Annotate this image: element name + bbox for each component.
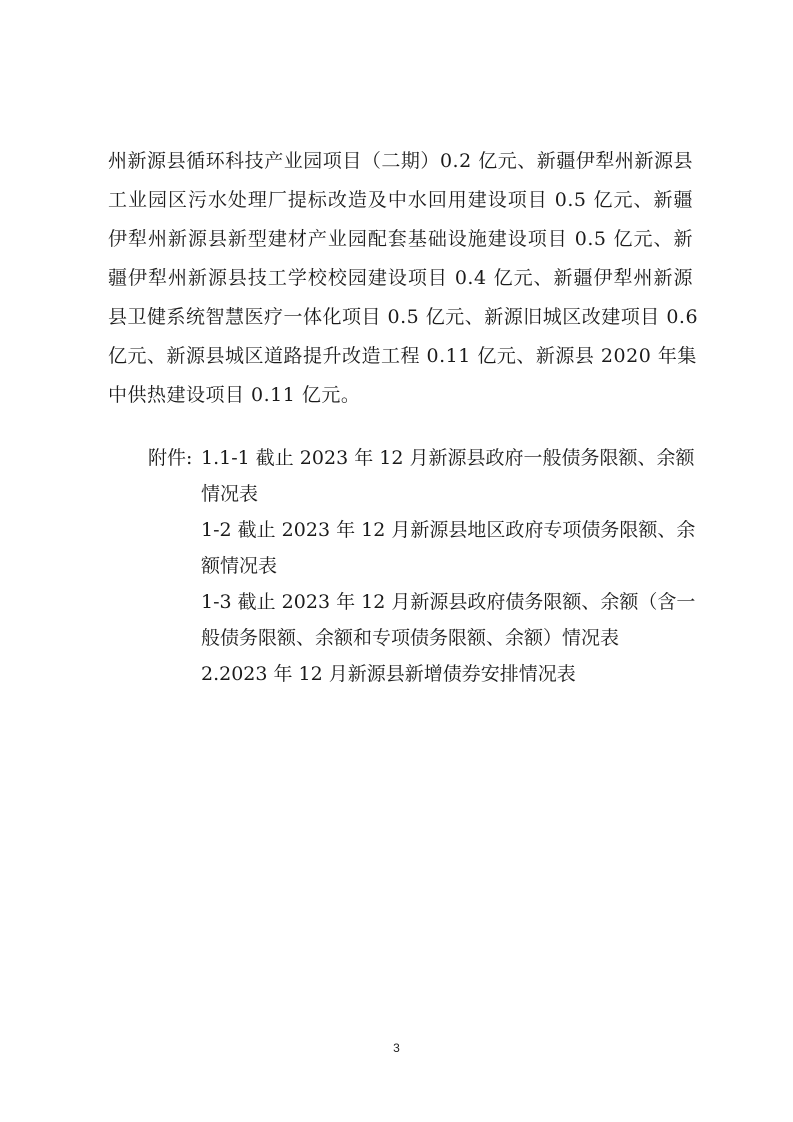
body-line: 工业园区污水处理厂提标改造及中水回用建设项目 0.5 亿元、新疆 bbox=[108, 189, 693, 211]
body-line: 县卫健系统智慧医疗一体化项目 0.5 亿元、新源旧城区改建项目 0.6 bbox=[108, 306, 699, 328]
page-number: 3 bbox=[393, 1041, 400, 1055]
attachment-item-line: 额情况表 bbox=[201, 555, 278, 577]
attachments-block bbox=[148, 440, 698, 692]
attachment-item-line: 1-3 截止 2023 年 12 月新源县政府债务限额、余额（含一 bbox=[201, 591, 696, 613]
body-line: 伊犁州新源县新型建材产业园配套基础设施建设项目 0.5 亿元、新 bbox=[108, 228, 693, 250]
attachment-item-line: 1.1-1 截止 2023 年 12 月新源县政府一般债务限额、余额 bbox=[201, 447, 695, 469]
body-line: 州新源县循环科技产业园项目（二期）0.2 亿元、新疆伊犁州新源县 bbox=[108, 150, 693, 172]
attachments-label: 附件: bbox=[148, 447, 193, 469]
body-paragraph bbox=[108, 142, 699, 415]
body-line: 亿元、新源县城区道路提升改造工程 0.11 亿元、新源县 2020 年集 bbox=[108, 345, 697, 367]
attachments-list bbox=[148, 440, 698, 692]
attachment-item-line: 1-2 截止 2023 年 12 月新源县地区政府专项债务限额、余 bbox=[201, 519, 696, 541]
attachment-item-line: 2.2023 年 12 月新源县新增债券安排情况表 bbox=[201, 663, 576, 685]
attachment-item-line: 情况表 bbox=[201, 483, 259, 505]
attachment-item-line: 般债务限额、余额和专项债务限额、余额）情况表 bbox=[201, 627, 620, 649]
body-line: 疆伊犁州新源县技工学校校园建设项目 0.4 亿元、新疆伊犁州新源 bbox=[108, 267, 693, 289]
body-line: 中供热建设项目 0.11 亿元。 bbox=[108, 384, 361, 406]
